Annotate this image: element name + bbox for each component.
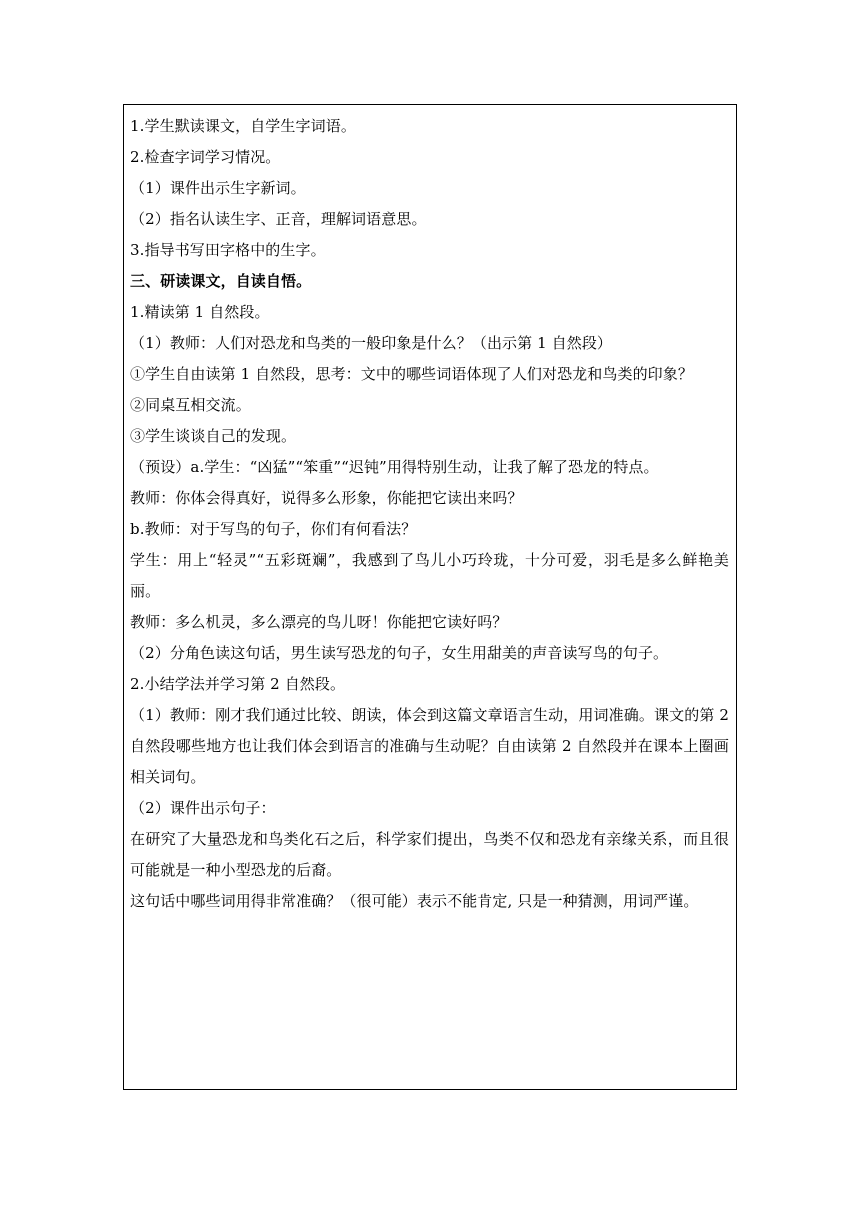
text-line: （预设）a.学生：“凶猛”“笨重”“迟钝”用得特别生动，让我了解了恐龙的特点。 [130,458,659,476]
text-line: （1）教师：人们对恐龙和鸟类的一般印象是什么？（出示第 1 自然段） [130,334,613,352]
text-line: 3.指导书写田字格中的生字。 [130,241,326,259]
text-line: ②同桌互相交流。 [130,396,251,414]
text-line: 学生：用上“轻灵”“五彩斑斓”，我感到了鸟儿小巧玲珑，十分可爱，羽毛是多么鲜艳美丽。 [130,551,729,600]
text-line: 这句话中哪些词用得非常准确？（很可能）表示不能肯定, 只是一种猜测，用词严谨。 [130,892,699,910]
text-line: （2）指名认读生字、正音，理解词语意思。 [130,210,427,228]
text-line: 2.检查字词学习情况。 [130,148,281,166]
text-line: 1.精读第 1 自然段。 [130,303,270,321]
text-line: （1）教师：刚才我们通过比较、朗读，体会到这篇文章语言生动，用词准确。课文的第 2 自然段哪些地方也让我们体会到语言的准确与生动呢？自由读第 2 自然段并在课本上圈画相关词句。 [130,706,729,786]
text-line: ③学生谈谈自己的发现。 [130,427,297,445]
text-line: 2.小结学法并学习第 2 自然段。 [130,675,346,693]
text-line: ①学生自由读第 1 自然段，思考：文中的哪些词语体现了人们对恐龙和鸟类的印象？ [130,365,693,383]
text-line: b.教师：对于写鸟的句子，你们有何看法？ [130,520,417,538]
text-line: （2）课件出示句子： [130,799,276,817]
text-line: 1.学生默读课文，自学生字词语。 [130,117,356,135]
text-line: 教师：你体会得真好，说得多么形象，你能把它读出来吗？ [130,489,523,507]
text-line: （1）课件出示生字新词。 [130,179,306,197]
text-line: 在研究了大量恐龙和鸟类化石之后，科学家们提出，鸟类不仅和恐龙有亲缘关系，而且很可能就是一种小型恐龙的后裔。 [130,830,729,879]
lesson-plan-cell [123,104,737,1090]
text-line: （2）分角色读这句话，男生读写恐龙的句子，女生用甜美的声音读写鸟的句子。 [130,644,669,662]
section-heading: 三、研读课文，自读自悟。 [130,272,312,290]
text-line: 教师：多么机灵，多么漂亮的鸟儿呀！你能把它读好吗？ [130,613,508,631]
